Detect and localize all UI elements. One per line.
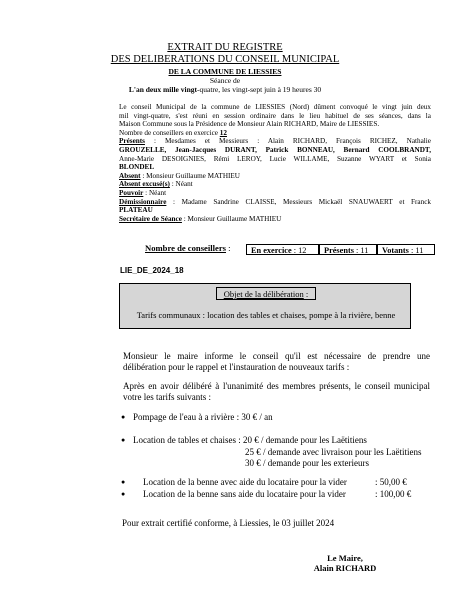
objet-box	[119, 283, 411, 329]
tarif-pompe: Pompage de l'eau à a rivière : 30 € / an	[133, 412, 273, 422]
pouvoir-line: Pouvoir : Néant	[119, 188, 167, 197]
seance-label: Séance de	[209, 76, 241, 85]
tarif-location-exterieurs: 30 € / demande pour les exterieurs	[245, 458, 369, 468]
signature-title: Le Maire,	[327, 553, 363, 563]
deliberation-reference: LIE_DE_2024_18	[120, 266, 184, 275]
seance-date: L'an deux mille vingt-quatre, les vingt-sept juin à 19 heures 30	[128, 85, 322, 94]
tarif-location-livraison: 25 € / demande avec livraison pour les Laëtitiens	[245, 447, 422, 457]
presents-line: BLONDEL	[119, 163, 155, 172]
presents-line: Présents : Mesdames et Messieurs : Alain RICHARD, François RICHEZ, Nathalie	[119, 137, 431, 146]
body-para-2: Après en avoir délibéré à l'unanimité des membres présents, le conseil municipal votre les tarifs suivants :	[123, 381, 430, 402]
intro-block	[119, 103, 431, 223]
counts-label: Nombre de conseillers :	[145, 243, 231, 253]
count-exercice: En exercice : 12	[246, 244, 319, 255]
count-votants: Votants : 11	[377, 244, 435, 255]
intro-line: mil vingt-quatre, s'est réuni en session ordinaire dans le lieu habituel de ses séances, dans la	[119, 111, 431, 120]
commune-title: DE LA COMMUNE DE LIESSIES	[168, 67, 282, 76]
signature	[300, 553, 390, 573]
tarif-location: Location de tables et chaises : 20 € / demande pour les Laëtitiens	[133, 435, 367, 445]
tarif-benne-avec-value: : 50,00 €	[375, 477, 407, 487]
tarif-benne-avec: Location de la benne avec aide du locataire pour la vider	[143, 477, 347, 487]
presents-line: Anne-Marie DESOIGNIES, Rémi LEROY, Lucie WILLAME, Suzanne WYART et Sonia	[119, 154, 431, 163]
count-presents: Présents : 11	[319, 244, 377, 255]
bullet-icon: ●	[121, 490, 126, 498]
register-title: EXTRAIT DU REGISTRE	[167, 42, 283, 53]
presents-line: GROUZELLE, Jean-Jacques DURANT, Patrick BONNEAU, Bernard COOLBRANDT,	[119, 145, 431, 154]
excuse-line: Absent excusé(s) : Néant	[119, 180, 193, 189]
tarif-benne-sans: Location de la benne sans aide du locataire pour la vider	[143, 489, 346, 499]
demission-line: Démissionnaire : Madame Sandrine CLAISSE, Messieurs Mickaël SNAUWAERT et Franck	[119, 197, 431, 206]
deliberations-title: DES DELIBERATIONS DU CONSEIL MUNICIPAL	[110, 54, 340, 65]
objet-title: Objet de la délibération :	[216, 287, 316, 300]
bullet-icon: ●	[121, 478, 126, 486]
demission-line: PLATEAU	[119, 206, 153, 215]
bullet-icon: ●	[121, 436, 126, 444]
count-line: Nombre de conseillers en exercice 12	[119, 128, 227, 137]
bullet-icon: ●	[121, 413, 126, 421]
objet-text: Tarifs communaux : location des tables et chaises, pompe à la rivière, benne	[136, 310, 396, 320]
absent-line: Absent : Monsieur Guillaume MATHIEU	[119, 171, 240, 180]
tarif-benne-sans-value: : 100,00 €	[375, 489, 412, 499]
secretaire-line: Secrétaire de Séance : Monsieur Guillaume MATHIEU	[119, 214, 282, 223]
signature-name: Alain RICHARD	[313, 563, 377, 573]
certification-line: Pour extrait certifié conforme, à Liessies, le 03 juillet 2024	[122, 518, 335, 528]
intro-line: Maison Commune sous la Présidence de Monsieur Alain RICHARD, Maire de LIESSIES.	[119, 120, 380, 129]
intro-line: Le conseil Municipal de la commune de LIESSIES (Nord) dûment convoqué le vingt juin deux	[119, 103, 431, 111]
body-para-1: Monsieur le maire informe le conseil qu'il est nécessaire de prendre une délibération pour le rappel et l'instauration de nouveaux tarifs :	[123, 351, 430, 372]
